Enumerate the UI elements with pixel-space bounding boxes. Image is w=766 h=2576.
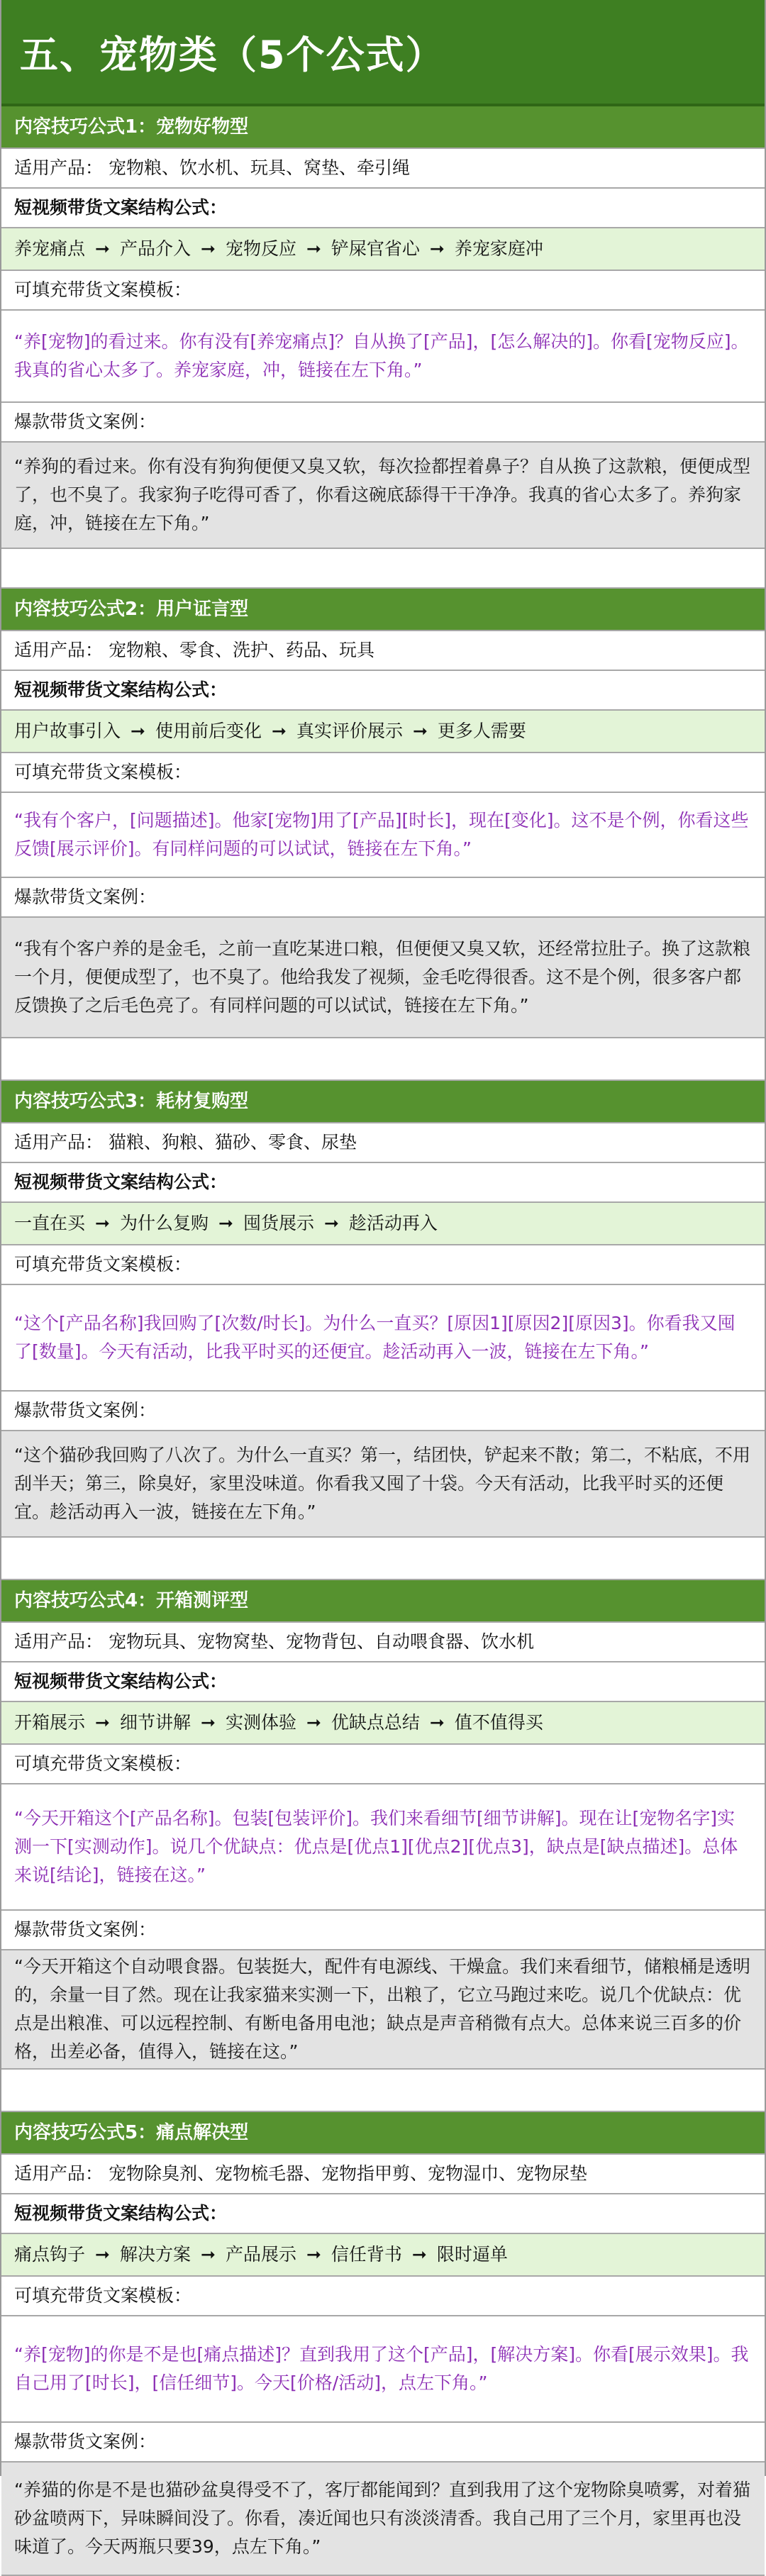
arrow-right-icon: ➞ bbox=[200, 1712, 216, 1733]
formula-label-3: 短视频带货文案结构公式： bbox=[1, 1163, 765, 1203]
formula-label-5: 短视频带货文案结构公式： bbox=[1, 2194, 765, 2234]
section-header-2: 内容技巧公式2：用户证言型 bbox=[1, 589, 765, 631]
arrow-right-icon: ➞ bbox=[95, 1213, 110, 1233]
template-label-3: 可填充带货文案模板： bbox=[1, 1245, 765, 1285]
formula-step: 用户故事引入 bbox=[14, 721, 121, 741]
case-text-1: “养狗的看过来。你有没有狗狗便便又臭又软，每次捡都捏着鼻子？自从换了这款粮，便便成型了，也不臭了。我家狗子吃得可香了，你看这碗底舔得干干净净。我真的省心太多了。养狗家庭，冲，链接在左下角。” bbox=[1, 443, 765, 549]
section-divider bbox=[1, 1038, 765, 1081]
formula-label-4: 短视频带货文案结构公式： bbox=[1, 1662, 765, 1702]
formula-step: 使用前后变化 bbox=[155, 721, 262, 741]
formula-step: 解决方案 bbox=[119, 2244, 191, 2265]
case-text-5: “养猫的你是不是也猫砂盆臭得受不了，客厅都能闻到？直到我用了这个宠物除臭喷雾，对着猫砂盆喷两下，异味瞬间没了。你看，凑近闻也只有淡淡清香。我自己用了三个月，家里再也没味道了。今天两瓶只要39，点左下角。” bbox=[1, 2463, 765, 2576]
case-text-2: “我有个客户养的是金毛，之前一直吃某进口粮，但便便又臭又软，还经常拉肚子。换了这款粮一个月，便便成型了，也不臭了。他给我发了视频，金毛吃得很香。这不是个例，很多客户都反馈换了之后毛色亮了。有同样问题的可以试试，链接在左下角。” bbox=[1, 918, 765, 1038]
arrow-right-icon: ➞ bbox=[271, 721, 287, 741]
arrow-right-icon: ➞ bbox=[218, 1213, 233, 1233]
section-header-1: 内容技巧公式1：宠物好物型 bbox=[1, 106, 765, 149]
template-text-5: “养[宠物]的你是不是也[痛点描述]？直到我用了这个[产品]，[解决方案]。你看[展示效果]。我自己用了[时长]，[信任细节]。今天[价格/活动]，点左下角。” bbox=[1, 2316, 765, 2423]
formula-step: 痛点钩子 bbox=[14, 2244, 86, 2265]
section-divider bbox=[1, 1538, 765, 1580]
arrow-right-icon: ➞ bbox=[200, 238, 216, 259]
formula-step: 实测体验 bbox=[225, 1712, 296, 1733]
formula-step: 养宠痛点 bbox=[14, 238, 86, 259]
applicable-products-1: 适用产品： 宠物粮、饮水机、玩具、窝垫、牵引绳 bbox=[1, 149, 765, 189]
arrow-right-icon: ➞ bbox=[323, 1213, 339, 1233]
formula-steps-1 bbox=[1, 228, 765, 271]
formula-step: 囤货展示 bbox=[243, 1213, 314, 1233]
formula-step: 趁活动再入 bbox=[348, 1213, 438, 1233]
formula-step: 限时逼单 bbox=[436, 2244, 508, 2265]
applicable-products-4: 适用产品： 宠物玩具、宠物窝垫、宠物背包、自动喂食器、饮水机 bbox=[1, 1623, 765, 1662]
arrow-right-icon: ➞ bbox=[306, 2244, 321, 2265]
arrow-right-icon: ➞ bbox=[411, 2244, 427, 2265]
formula-step: 更多人需要 bbox=[437, 721, 526, 741]
formula-label-2: 短视频带货文案结构公式： bbox=[1, 671, 765, 711]
case-label-3: 爆款带货文案例： bbox=[1, 1392, 765, 1431]
case-text-3: “这个猫砂我回购了八次了。为什么一直买？第一，结团快，铲起来不散；第二，不粘底，不用刮半天；第三，除臭好，家里没味道。你看我又囤了十袋。今天有活动，比我平时买的还便宜。趁活动再入一波，链接在左下角。” bbox=[1, 1431, 765, 1538]
section-header-4: 内容技巧公式4：开箱测评型 bbox=[1, 1580, 765, 1623]
formula-steps-3 bbox=[1, 1203, 765, 1245]
template-label-1: 可填充带货文案模板： bbox=[1, 271, 765, 311]
template-text-4: “今天开箱这个[产品名称]。包装[包装评价]。我们来看细节[细节讲解]。现在让[宠物名字]实测一下[实测动作]。说几个优缺点：优点是[优点1][优点2][优点3]，缺点是[缺点描述]。总体来说[结论]，链接在这。” bbox=[1, 1784, 765, 1911]
formula-step: 真实评价展示 bbox=[296, 721, 403, 741]
arrow-right-icon: ➞ bbox=[200, 2244, 216, 2265]
case-label-1: 爆款带货文案例： bbox=[1, 403, 765, 443]
template-label-5: 可填充带货文案模板： bbox=[1, 2277, 765, 2316]
formula-step: 细节讲解 bbox=[119, 1712, 191, 1733]
template-text-2: “我有个客户，[问题描述]。他家[宠物]用了[产品][时长]，现在[变化]。这不是个例，你看这些反馈[展示评价]。有同样问题的可以试试，链接在左下角。” bbox=[1, 793, 765, 878]
formula-label-1: 短视频带货文案结构公式： bbox=[1, 189, 765, 228]
formula-step: 养宠家庭冲 bbox=[454, 238, 543, 259]
applicable-products-2: 适用产品： 宠物粮、零食、洗护、药品、玩具 bbox=[1, 631, 765, 671]
formula-step: 为什么复购 bbox=[119, 1213, 209, 1233]
formula-step: 一直在买 bbox=[14, 1213, 86, 1233]
formula-steps-2 bbox=[1, 711, 765, 753]
formula-step: 产品展示 bbox=[225, 2244, 296, 2265]
arrow-right-icon: ➞ bbox=[95, 238, 110, 259]
formula-steps-5 bbox=[1, 2234, 765, 2277]
formula-step: 产品介入 bbox=[119, 238, 191, 259]
template-label-4: 可填充带货文案模板： bbox=[1, 1745, 765, 1784]
section-header-3: 内容技巧公式3：耗材复购型 bbox=[1, 1081, 765, 1123]
applicable-products-5: 适用产品： 宠物除臭剂、宠物梳毛器、宠物指甲剪、宠物湿巾、宠物尿垫 bbox=[1, 2155, 765, 2194]
case-label-2: 爆款带货文案例： bbox=[1, 878, 765, 918]
formula-step: 铲屎官省心 bbox=[331, 238, 420, 259]
section-divider bbox=[1, 2070, 765, 2112]
case-label-5: 爆款带货文案例： bbox=[1, 2423, 765, 2463]
template-label-2: 可填充带货文案模板： bbox=[1, 753, 765, 793]
arrow-right-icon: ➞ bbox=[306, 238, 321, 259]
arrow-right-icon: ➞ bbox=[95, 2244, 110, 2265]
section-divider bbox=[1, 549, 765, 589]
case-label-4: 爆款带货文案例： bbox=[1, 1911, 765, 1950]
applicable-products-3: 适用产品： 猫粮、狗粮、猫砂、零食、尿垫 bbox=[1, 1123, 765, 1163]
formula-step: 开箱展示 bbox=[14, 1712, 86, 1733]
formula-step: 优缺点总结 bbox=[331, 1712, 420, 1733]
formula-step: 宠物反应 bbox=[225, 238, 296, 259]
arrow-right-icon: ➞ bbox=[306, 1712, 321, 1733]
page-title-bar bbox=[1, 0, 765, 106]
arrow-right-icon: ➞ bbox=[412, 721, 428, 741]
arrow-right-icon: ➞ bbox=[95, 1712, 110, 1733]
formula-step: 值不值得买 bbox=[454, 1712, 543, 1733]
formula-step: 信任背书 bbox=[331, 2244, 402, 2265]
arrow-right-icon: ➞ bbox=[429, 1712, 445, 1733]
arrow-right-icon: ➞ bbox=[429, 238, 445, 259]
formula-steps-4 bbox=[1, 1702, 765, 1745]
section-header-5: 内容技巧公式5：痛点解决型 bbox=[1, 2112, 765, 2155]
case-text-4: “今天开箱这个自动喂食器。包装挺大，配件有电源线、干燥盒。我们来看细节，储粮桶是透明的，余量一目了然。现在让我家猫来实测一下，出粮了，它立马跑过来吃。说几个优缺点：优点是出粮准、可以远程控制、有断电备用电池；缺点是声音稍微有点大。总体来说三百多的价格，出差必备，值得入，链接在这。” bbox=[1, 1950, 765, 2070]
template-text-1: “养[宠物]的看过来。你有没有[养宠痛点]？自从换了[产品]，[怎么解决的]。你看[宠物反应]。我真的省心太多了。养宠家庭，冲，链接在左下角。” bbox=[1, 311, 765, 403]
page-title: 五、宠物类（5个公式） bbox=[20, 32, 445, 77]
arrow-right-icon: ➞ bbox=[131, 721, 145, 741]
template-text-3: “这个[产品名称]我回购了[次数/时长]。为什么一直买？[原因1][原因2][原因3]。你看我又囤了[数量]。今天有活动，比我平时买的还便宜。趁活动再入一波，链接在左下角。” bbox=[1, 1285, 765, 1392]
